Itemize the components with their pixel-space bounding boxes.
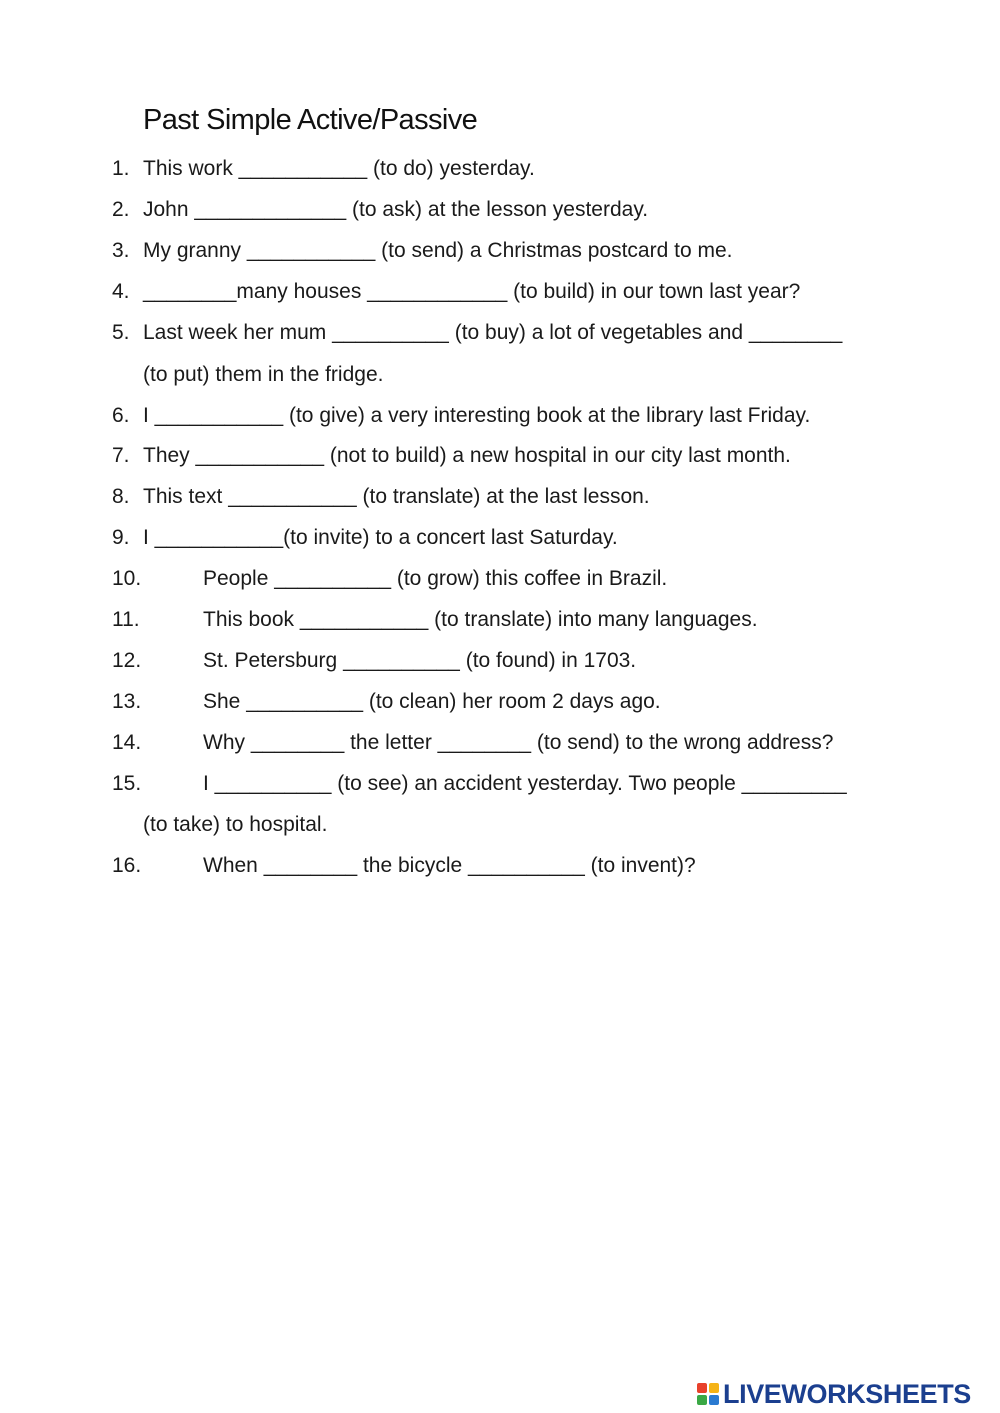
logo-square-blue	[709, 1395, 719, 1405]
item-text: She __________ (to clean) her room 2 days ago.	[203, 690, 661, 713]
item-number: 10.	[112, 567, 142, 590]
worksheet-title: Past Simple Active/Passive	[143, 104, 478, 136]
item-text: Last week her mum __________ (to buy) a lot of vegetables and ________	[143, 321, 843, 344]
logo-square-yellow	[709, 1383, 719, 1393]
item-number: 11.	[112, 608, 140, 631]
item-text: I ___________(to invite) to a concert last Saturday.	[143, 526, 618, 549]
item-text: ________many houses ____________ (to build) in our town last year?	[143, 280, 801, 303]
item-number: 9.	[112, 526, 130, 549]
item-text: When ________ the bicycle __________ (to invent)?	[203, 854, 696, 877]
item-number: 4.	[112, 280, 130, 303]
item-number: 12.	[112, 649, 142, 672]
item-number: 13.	[112, 690, 142, 713]
item-text: I __________ (to see) an accident yesterday. Two people _________	[203, 772, 847, 795]
logo-square-red	[697, 1383, 707, 1393]
item-text: This work ___________ (to do) yesterday.	[143, 157, 535, 180]
item-number: 2.	[112, 198, 130, 221]
item-text: This book ___________ (to translate) into many languages.	[203, 608, 758, 631]
liveworksheets-logo	[697, 1378, 971, 1410]
item-text: People __________ (to grow) this coffee in Brazil.	[203, 567, 668, 590]
item-text: John _____________ (to ask) at the lesson yesterday.	[143, 198, 649, 221]
item-number: 15.	[112, 772, 142, 795]
item-number: 1.	[112, 157, 130, 180]
item-text: St. Petersburg __________ (to found) in 1703.	[203, 649, 637, 672]
item-number: 3.	[112, 239, 130, 262]
logo-square-green	[697, 1395, 707, 1405]
item-text: My granny ___________ (to send) a Christmas postcard to me.	[143, 239, 733, 262]
logo-text: LIVEWORKSHEETS	[723, 1378, 971, 1409]
item-number: 8.	[112, 485, 130, 508]
item-number: 5.	[112, 321, 130, 344]
liveworksheets-logo-icon	[697, 1383, 719, 1405]
item-text: I ___________ (to give) a very interesting book at the library last Friday.	[143, 404, 811, 427]
item-text: They ___________ (not to build) a new hospital in our city last month.	[143, 444, 791, 467]
item-text: (to take) to hospital.	[143, 813, 328, 836]
item-text: Why ________ the letter ________ (to send) to the wrong address?	[203, 731, 834, 754]
item-number: 16.	[112, 854, 142, 877]
item-text: (to put) them in the fridge.	[143, 363, 384, 386]
item-number: 7.	[112, 444, 130, 467]
item-text: This text ___________ (to translate) at the last lesson.	[143, 485, 650, 508]
item-number: 14.	[112, 731, 142, 754]
item-number: 6.	[112, 404, 130, 427]
